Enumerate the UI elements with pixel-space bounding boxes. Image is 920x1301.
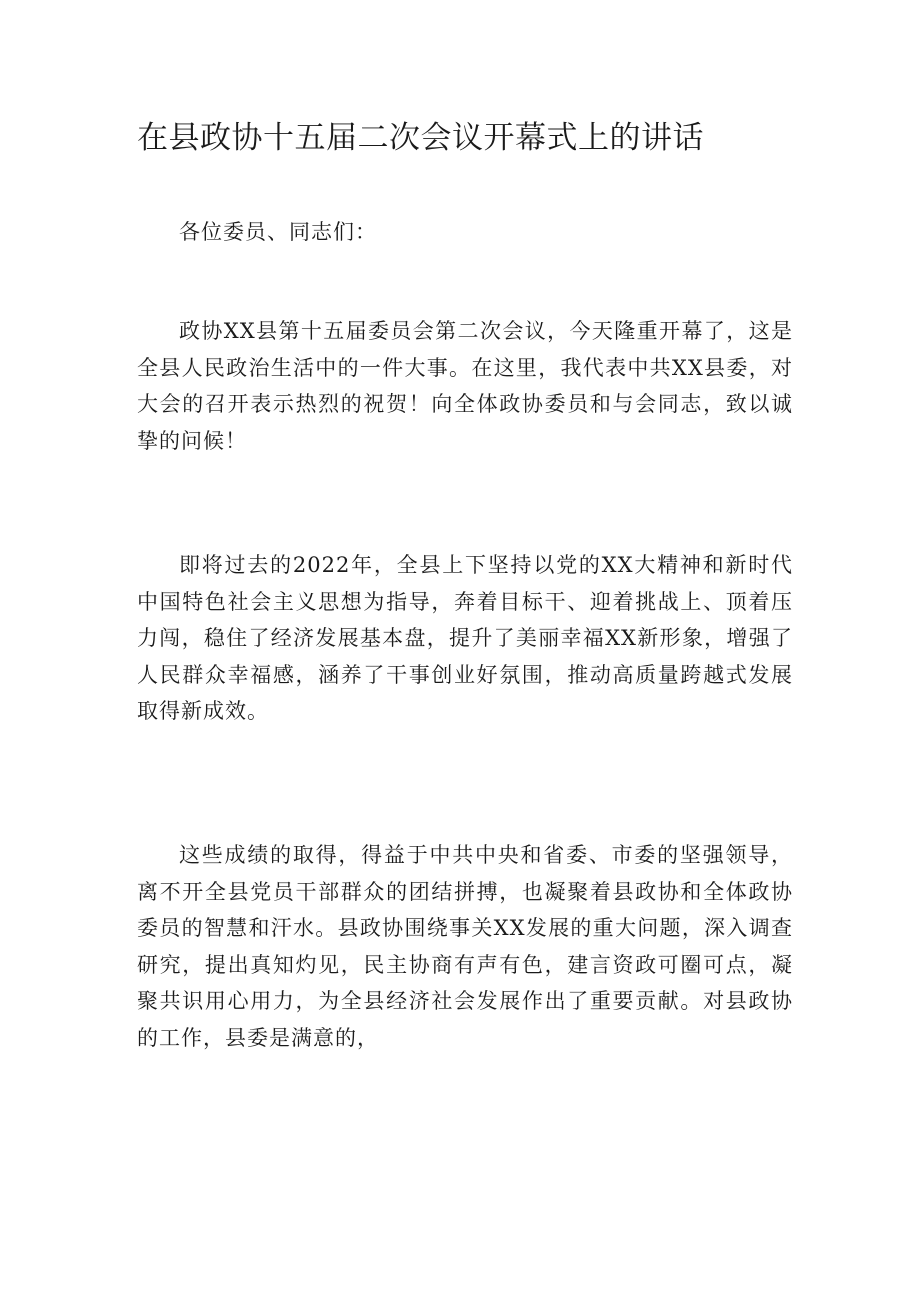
salutation: 各位委员、同志们： [179,220,377,244]
paragraph-acknowledgement: 这些成绩的取得，得益于中共中央和省委、市委的坚强领导，离不开全县党员干部群众的团结拼搏，也凝聚着县政协和全体政协委员的智慧和汗水。县政协围绕事关XX发展的重大问题，深入调查研究，提出真知灼见，民主协商有声有色，建言资政可圈可点，凝聚共识用心用力，为全县经济社会发展作出了重要贡献。对县政协的工作，县委是满意的， [137,843,793,1050]
paragraph-opening: 政协XX县第十五届委员会第二次会议，今天隆重开幕了，这是全县人民政治生活中的一件大事。在这里，我代表中共XX县委，对大会的召开表示热烈的祝贺！向全体政协委员和与会同志，致以诚挚的问候！ [137,319,793,453]
document-title: 在县政协十五届二次会议开幕式上的讲话 [137,120,704,156]
paragraph-achievements: 即将过去的2022年，全县上下坚持以党的XX大精神和新时代中国特色社会主义思想为指导，奔着目标干、迎着挑战上、顶着压力闯，稳住了经济发展基本盘，提升了美丽幸福XX新形象，增强了人民群众幸福感，涵养了干事创业好氛围，推动高质量跨越式发展取得新成效。 [137,553,793,723]
